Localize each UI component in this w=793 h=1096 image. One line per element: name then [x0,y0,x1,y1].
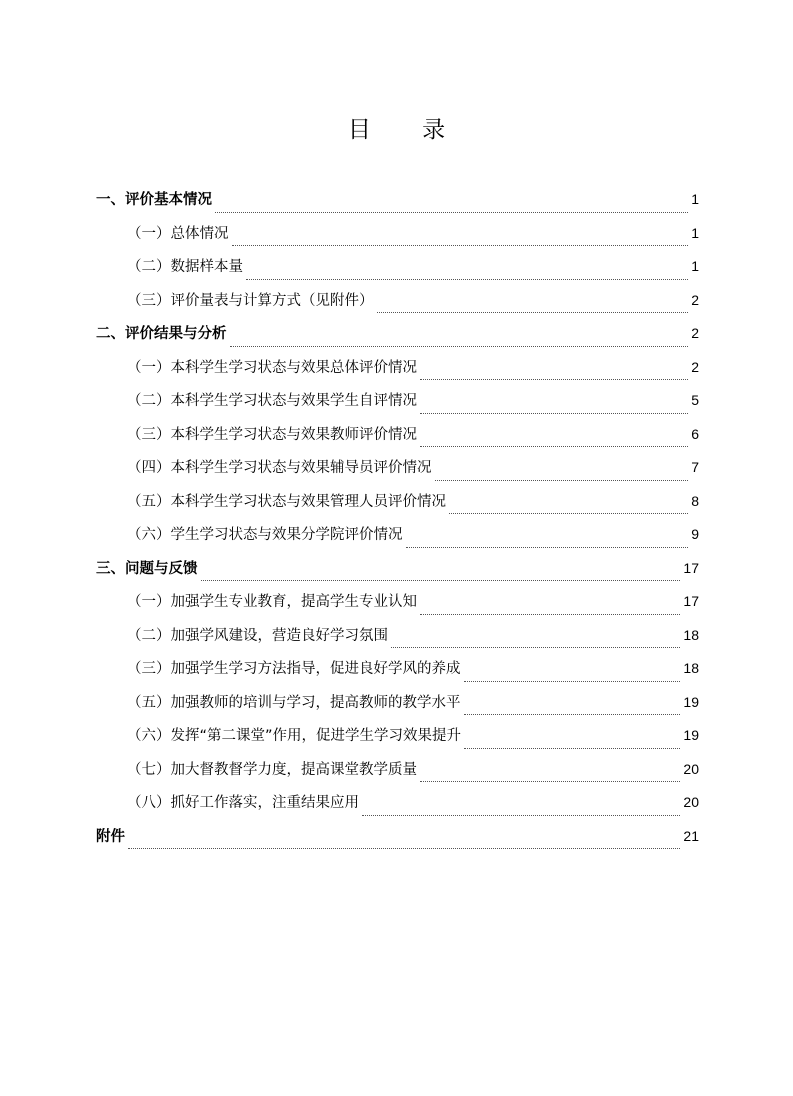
toc-entry[interactable] [96,719,699,753]
toc-page-number: 20 [683,760,699,777]
toc-dot-leader [420,412,688,414]
table-of-contents [96,183,699,853]
toc-dot-leader [230,345,689,347]
toc-page-number: 1 [691,224,699,241]
toc-entry-label: （二）加强学风建设，营造良好学习氛围 [127,627,388,644]
toc-entry[interactable] [96,351,699,385]
toc-dot-leader [362,814,680,816]
toc-entry[interactable] [96,485,699,519]
toc-entry-label: （一）加强学生专业教育，提高学生专业认知 [127,594,417,610]
toc-page-number: 20 [683,794,699,810]
toc-page-number: 8 [691,492,699,509]
toc-entry-label: 一、评价基本情况 [96,192,212,208]
toc-entry-label: （三）加强学生学习方法指导，促进良好学风的养成 [127,661,461,677]
toc-dot-leader [435,479,689,481]
toc-page-number: 9 [691,526,699,542]
toc-entry-label: （一）本科学生学习状态与效果总体评价情况 [127,359,417,376]
toc-dot-leader [449,512,688,514]
toc-dot-leader [232,244,689,246]
toc-dot-leader [420,613,680,615]
toc-entry-label: （四）本科学生学习状态与效果辅导员评价情况 [127,460,432,476]
toc-page-number: 19 [683,727,699,743]
toc-entry-label: （六）学生学习状态与效果分学院评价情况 [127,527,403,543]
toc-entry[interactable] [96,217,699,251]
toc-entry[interactable] [96,753,699,787]
toc-page-number: 21 [683,827,699,844]
toc-entry[interactable] [96,686,699,720]
toc-entry-label: （七）加大督教督学力度，提高课堂教学质量 [127,761,417,778]
toc-page-number: 6 [691,425,699,442]
toc-page-number: 5 [691,392,699,408]
toc-entry[interactable] [96,652,699,686]
toc-dot-leader [420,378,688,380]
toc-page-number: 18 [683,660,699,676]
toc-entry[interactable] [96,183,699,217]
toc-entry-label: （二）本科学生学习状态与效果学生自评情况 [127,393,417,409]
toc-dot-leader [201,579,681,581]
toc-page-number: 2 [691,358,699,375]
toc-entry[interactable] [96,786,699,820]
toc-entry[interactable] [96,820,699,854]
toc-entry[interactable] [96,317,699,351]
toc-dot-leader [420,445,688,447]
toc-page-number: 18 [683,626,699,643]
toc-entry[interactable] [96,384,699,418]
toc-dot-leader [464,680,681,682]
toc-entry[interactable] [96,552,699,586]
toc-dot-leader [464,747,680,749]
toc-entry-label: 二、评价结果与分析 [96,326,227,342]
toc-page-number: 7 [691,459,699,475]
page-title: 目 录 [347,117,468,143]
toc-entry[interactable] [96,619,699,653]
toc-entry-label: （五）本科学生学习状态与效果管理人员评价情况 [127,493,446,510]
toc-entry-label: 三、问题与反馈 [96,560,198,577]
toc-entry-label: （三）本科学生学习状态与效果教师评价情况 [127,426,417,443]
toc-page-number: 1 [691,258,699,274]
toc-page-number: 19 [683,693,699,710]
toc-page-number: 2 [691,325,699,341]
toc-entry[interactable] [96,585,699,619]
toc-dot-leader [391,646,680,648]
toc-entry[interactable] [96,451,699,485]
toc-dot-leader [246,278,688,280]
toc-page-number: 17 [683,559,699,576]
toc-entry-label: 附件 [96,828,125,845]
toc-dot-leader [215,211,688,213]
toc-dot-leader [420,780,680,782]
toc-entry[interactable] [96,518,699,552]
toc-entry[interactable] [96,418,699,452]
toc-page-number: 17 [683,593,699,609]
toc-entry[interactable] [96,250,699,284]
toc-dot-leader [406,546,689,548]
toc-entry-label: （六）发挥“第二课堂”作用，促进学生学习效果提升 [127,728,462,744]
toc-page-number: 2 [691,291,699,308]
toc-entry-label: （八）抓好工作落实，注重结果应用 [127,795,359,811]
toc-entry-label: （三）评价量表与计算方式（见附件） [127,292,374,309]
toc-dot-leader [377,311,689,313]
toc-dot-leader [128,847,680,849]
toc-dot-leader [464,713,681,715]
toc-entry-label: （一）总体情况 [127,225,229,242]
toc-entry[interactable] [96,284,699,318]
toc-entry-label: （五）加强教师的培训与学习，提高教师的教学水平 [127,694,461,711]
toc-entry-label: （二）数据样本量 [127,259,243,275]
toc-page-number: 1 [691,191,699,207]
